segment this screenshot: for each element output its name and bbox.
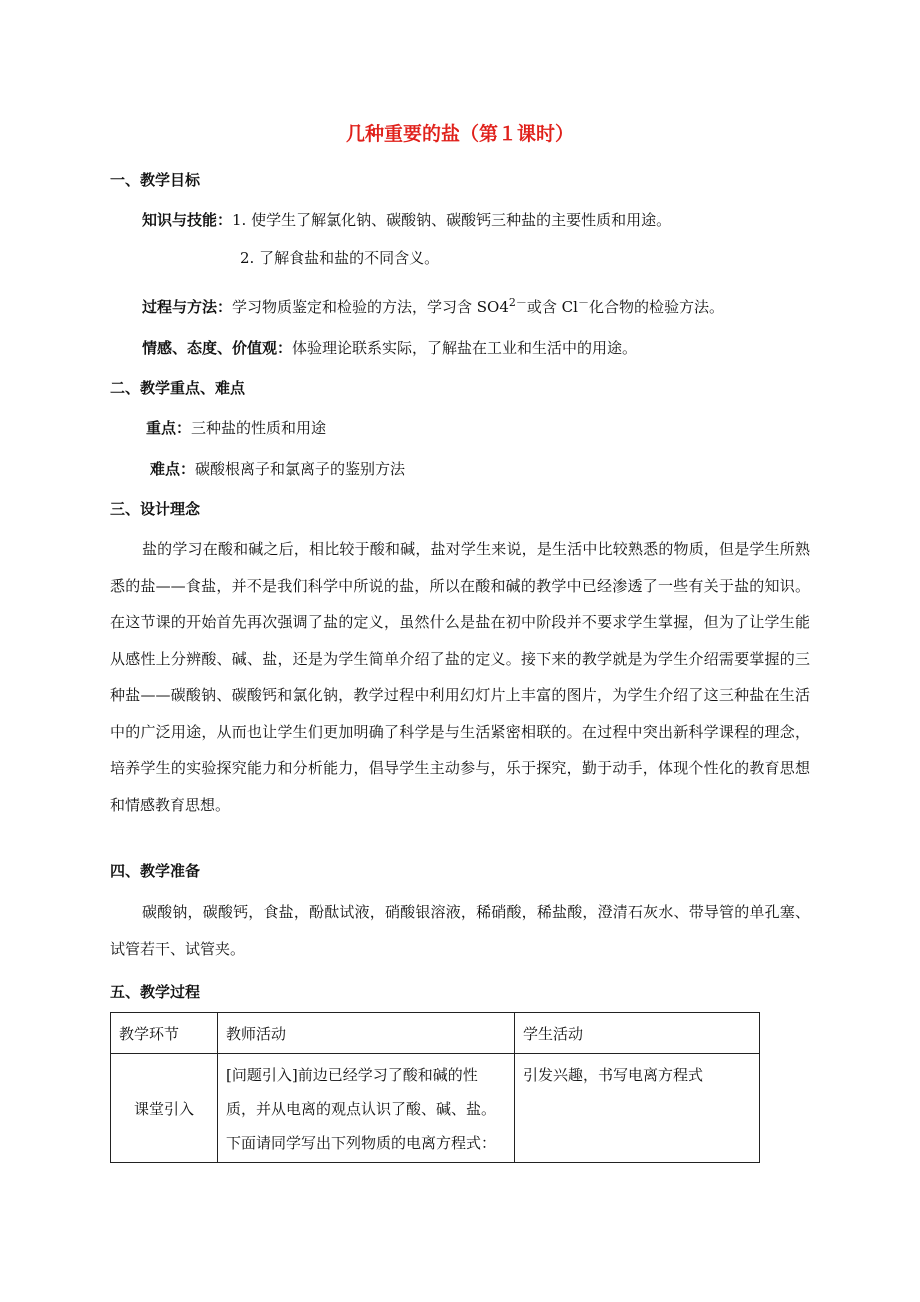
table-row — [111, 1054, 760, 1163]
design-paragraph: 盐的学习在酸和碱之后，相比较于酸和碱，盐对学生来说，是生活中比较熟悉的物质，但是学生所熟悉的盐——食盐，并不是我们科学中所说的盐，所以在酸和碱的教学中已经渗透了一些有关于盐的知识。在这节课的开始首先再次强调了盐的定义，虽然什么是盐在初中阶段并不要求学生掌握，但为了让学生能从感性上分辨酸、碱、盐，还是为学生简单介绍了盐的定义。接下来的教学就是为学生介绍需要掌握的三种盐——碳酸钠、碳酸钙和氯化钠，教学过程中利用幻灯片上丰富的图片，为学生介绍了这三种盐在生活中的广泛用途，从而也让学生们更加明确了科学是与生活紧密相联的。在过程中突出新科学课程的理念，培养学生的实验探究能力和分析能力，倡导学生主动参与，乐于探究，勤于动手，体现个性化的教育思想和情感教育思想。 — [110, 540, 810, 814]
process-table — [110, 1012, 760, 1163]
process-text-b: 或含 Cl — [526, 298, 578, 316]
knowledge-label: 知识与技能： — [142, 211, 233, 229]
section-heading-objectives: 一、教学目标 — [110, 171, 201, 189]
emotion-label: 情感、态度、价值观： — [142, 339, 293, 357]
process-line — [142, 297, 724, 319]
key-point-line — [146, 418, 326, 438]
emotion-line — [142, 338, 637, 358]
difficulty-line — [150, 459, 405, 479]
knowledge-item-1: 1. 使学生了解氯化钠、碳酸钠、碳酸钙三种盐的主要性质和用途。 — [232, 211, 672, 229]
knowledge-line-1 — [142, 210, 671, 230]
preparation-paragraph: 碳酸钠，碳酸钙，食盐，酚酞试液，硝酸银溶液，稀硝酸，稀盐酸，澄清石灰水、带导管的单孔塞、试管若干、试管夹。 — [110, 903, 810, 958]
key-point-label: 重点： — [146, 419, 192, 437]
teacher-line: [问题引入]前边已经学习了酸和碱的性 — [226, 1066, 478, 1084]
section-heading-design: 三、设计理念 — [110, 500, 201, 518]
process-label: 过程与方法： — [142, 298, 233, 316]
student-cell: 引发兴趣，书写电离方程式 — [515, 1054, 760, 1163]
section-heading-preparation: 四、教学准备 — [110, 862, 201, 880]
process-text-a: 学习物质鉴定和检验的方法，学习含 SO4 — [232, 298, 509, 316]
stage-cell: 课堂引入 — [111, 1054, 218, 1163]
table-header-row — [111, 1013, 760, 1054]
chloride-charge: － — [577, 296, 589, 309]
section-heading-process: 五、教学过程 — [110, 983, 201, 1001]
teacher-line: 质，并从电离的观点认识了酸、碱、盐。 — [226, 1100, 497, 1118]
teacher-line: 下面请同学写出下列物质的电离方程式： — [226, 1134, 497, 1152]
teacher-cell — [218, 1054, 515, 1163]
knowledge-item-2: 2. 了解食盐和盐的不同含义。 — [240, 249, 440, 267]
difficulty-text: 碳酸根离子和氯离子的鉴别方法 — [195, 460, 406, 478]
sulfate-charge: 2－ — [508, 296, 527, 309]
header-teacher: 教师活动 — [218, 1013, 515, 1054]
emotion-text: 体验理论联系实际，了解盐在工业和生活中的用途。 — [292, 339, 638, 357]
key-point-text: 三种盐的性质和用途 — [191, 419, 327, 437]
difficulty-label: 难点： — [150, 460, 196, 478]
header-stage: 教学环节 — [111, 1013, 218, 1054]
header-student: 学生活动 — [515, 1013, 760, 1054]
process-text-c: 化合物的检验方法。 — [588, 298, 724, 316]
section-heading-keypoints: 二、教学重点、难点 — [110, 379, 246, 397]
page-title: 几种重要的盐（第１课时） — [345, 123, 574, 145]
